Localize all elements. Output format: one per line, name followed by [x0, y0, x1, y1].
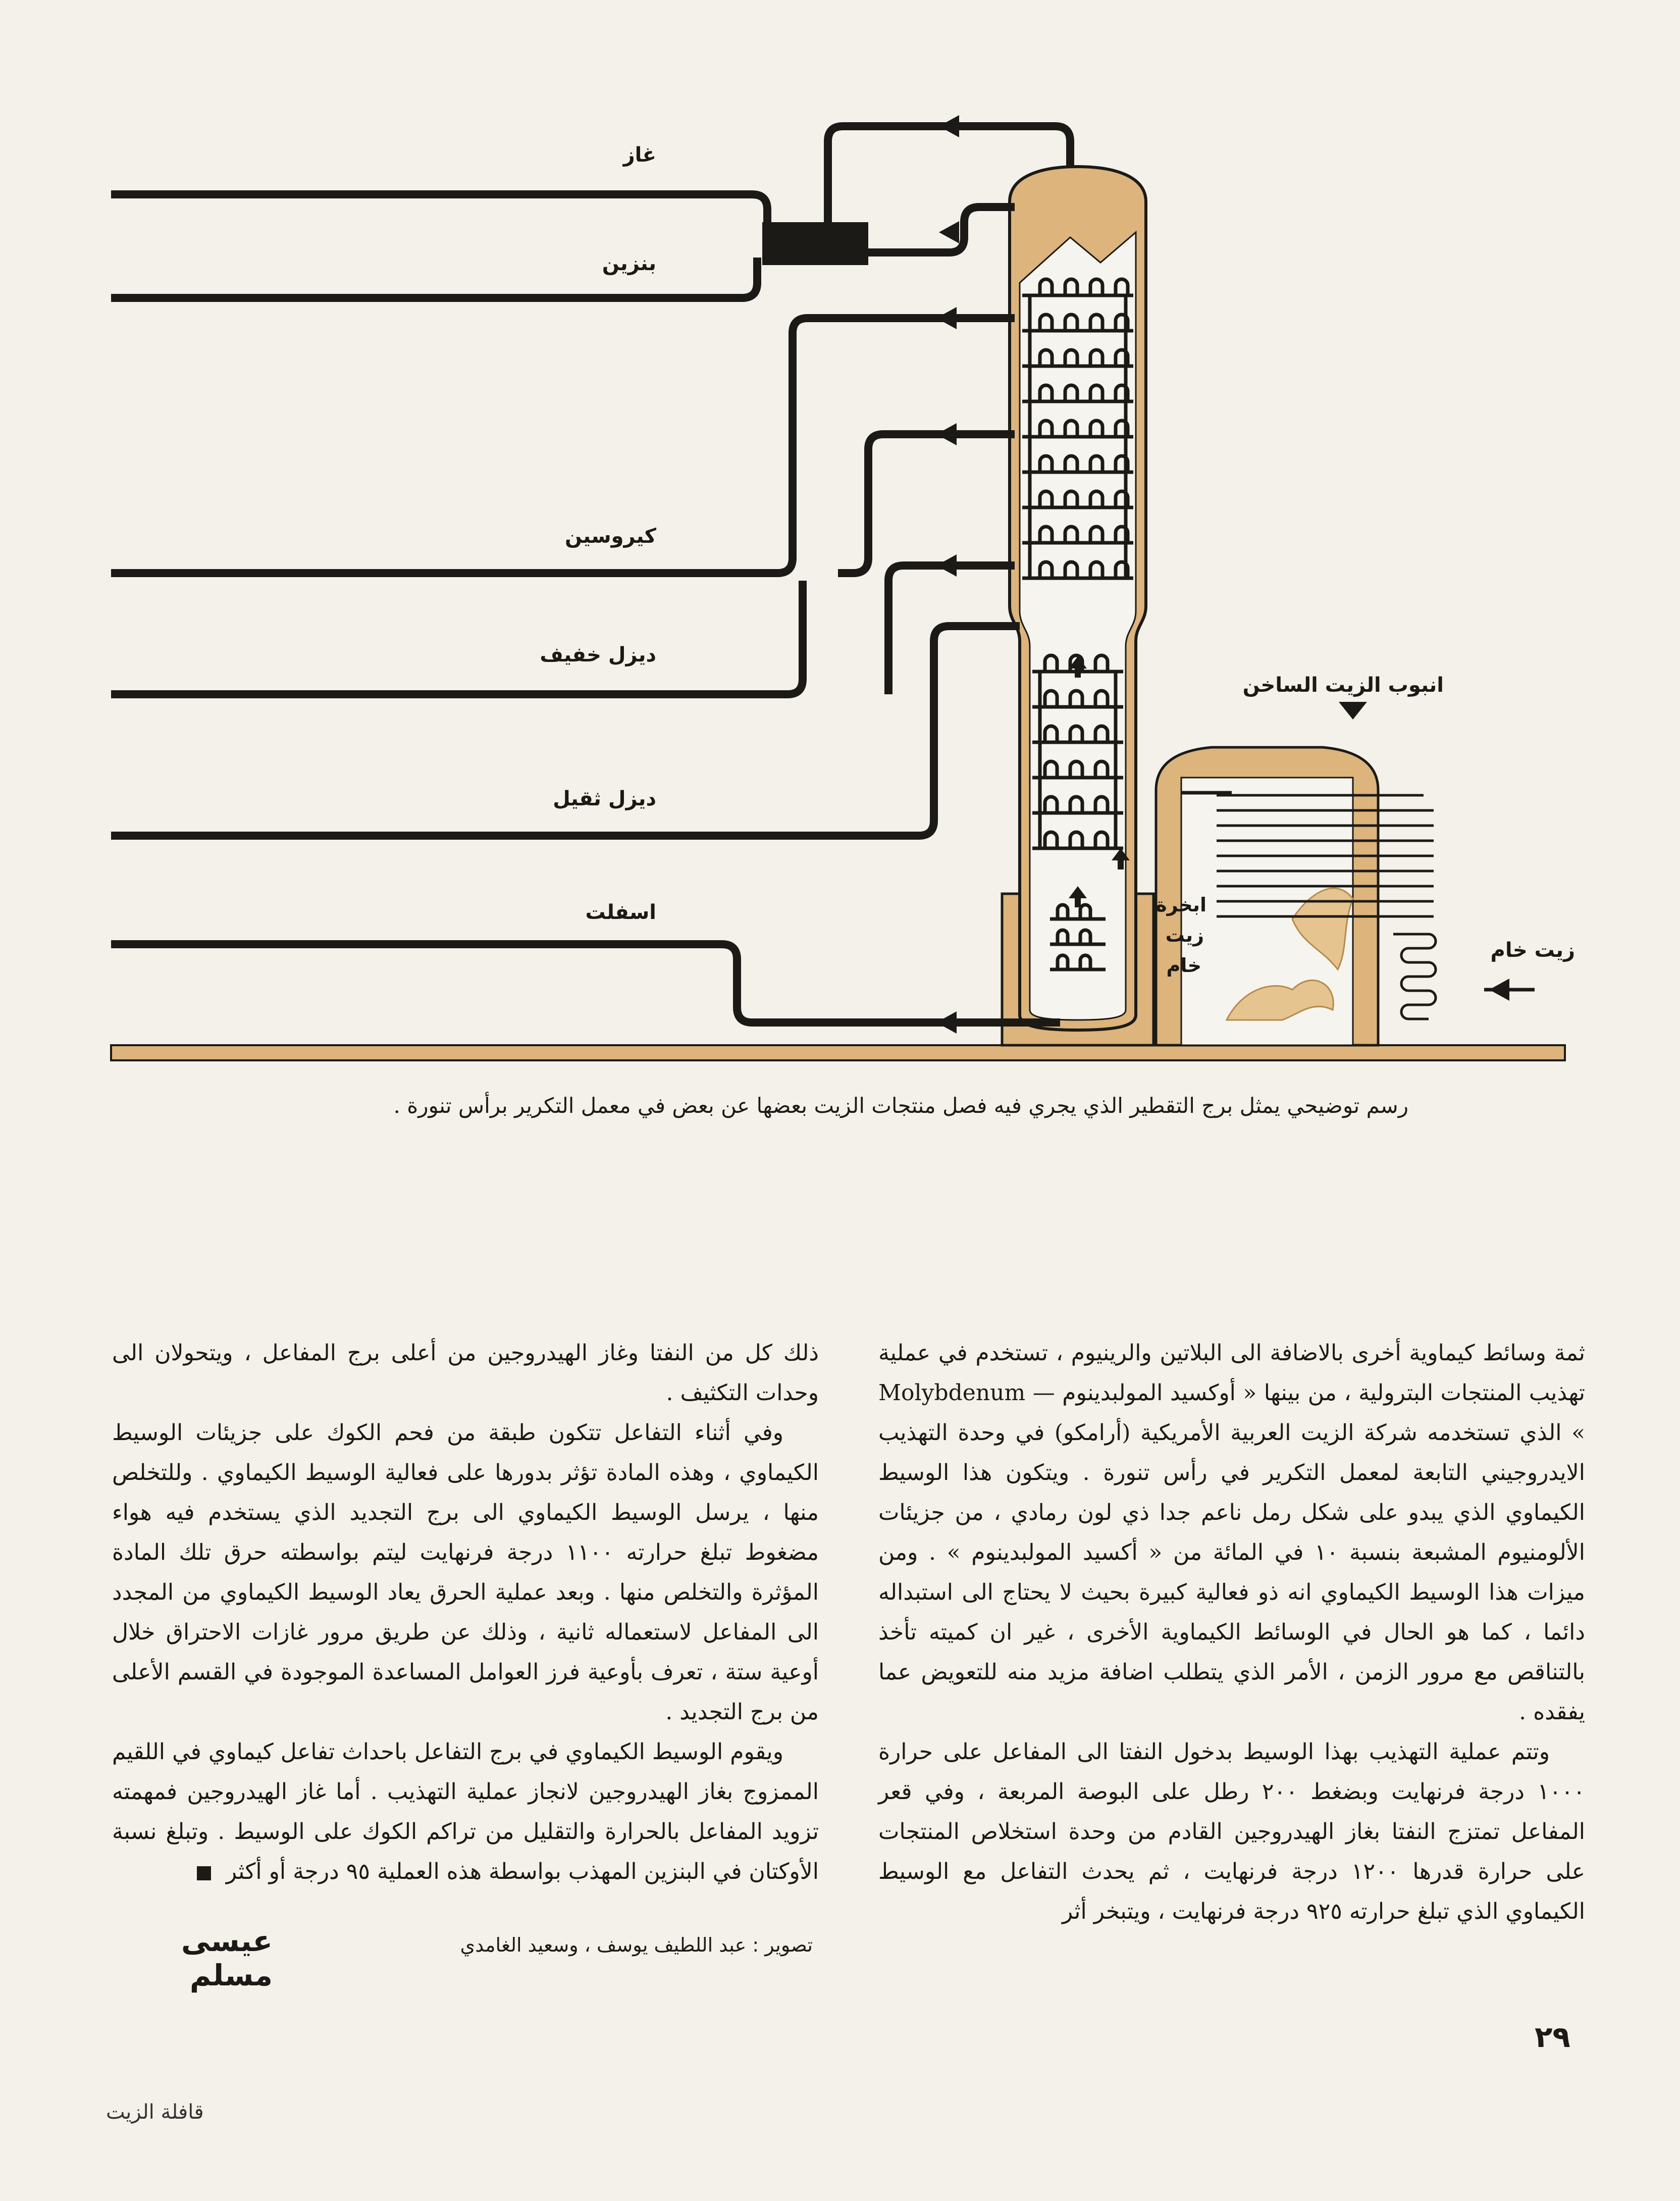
- separator-block: [762, 222, 868, 265]
- paragraph: [112, 1732, 819, 1891]
- text-column-right: [878, 1333, 1585, 1931]
- label-crude-vapor-3: خام: [1166, 954, 1201, 977]
- distillation-tower: [1010, 167, 1146, 1030]
- paragraph: ثمة وسائط كيماوية أخرى بالاضافة الى البلاتين والرينيوم ، تستخدم في عملية تهذيب المنتجات البترولية ، من بينها « أوكسيد المولبدينوم — Molybdenum » الذي تستخدمه شركة الزيت العربية الأمريكية (أرامكو) في وحدة التهذيب الايدروجيني التابعة لمعمل التكرير في رأس تنورة . ويتكون هذا الوسيط الكيماوي الذي يبدو على شكل رمل ناعم جدا ذي لون رمادي ، من جزيئات الألومنيوم المشبعة بنسبة ١٠ في المائة من « أكسيد المولبدينوم » . ومن ميزات هذا الوسيط الكيماوي انه ذو فعالية كبيرة بحيث لا يحتاج الى استبداله دائما ، كما هو الحال في الوسائط الكيماوية الأخرى ، غير ان كميته تأخذ بالتناقص مع مرور الزمن ، الأمر الذي يتطلب اضافة مزيد منه للتعويض عما يفقده .: [878, 1340, 1585, 1725]
- paragraph: وفي أثناء التفاعل تتكون طبقة من فحم الكوك على جزيئات الوسيط الكيماوي ، وهذه المادة تؤثر بدورها على فعالية الوسيط الكيماوي . وللتخلص منها ، يرسل الوسيط الكيماوي الى برج التجديد الذي يستخدم فيه هواء مضغوط تبلغ حرارته ١١٠٠ درجة فرنهايت ليتم بواسطته حرق تلك المادة المؤثرة والتخلص منها . وبعد عملية الحرق يعاد الوسيط الكيماوي من المجدد الى المفاعل لاستعماله ثانية ، وذلك عن طريق مرور غازات الاحتراق خلال أوعية ستة ، تعرف بأوعية فرز العوامل المساعدة الموجودة في القسم الأعلى من برج التجديد .: [112, 1420, 819, 1725]
- ground-strip: [111, 1045, 1565, 1060]
- paragraph: وتتم عملية التهذيب بهذا الوسيط بدخول النفتا الى المفاعل على حرارة ١٠٠٠ درجة فرنهايت وبضغط ٢٠٠ رطل على البوصة المربعة ، وفي قعر المفاعل تمتزج النفتا بغاز الهيدروجين القادم من وحدة استخلاص المنتجات على حرارة قدرها ١٢٠٠ درجة فرنهايت ، ثم يحدث التفاعل مع الوسيط الكيماوي الذي تبلغ حرارته ٩٢٥ درجة فرنهايت ، ويتبخر أثر: [878, 1739, 1585, 1924]
- paragraph: ذلك كل من النفتا وغاز الهيدروجين من أعلى برج المفاعل ، ويتحولان الى وحدات التكثيف .: [112, 1340, 819, 1406]
- label-heavy-diesel: ديزل ثقيل: [553, 787, 656, 810]
- label-light-diesel: ديزل خفيف: [540, 643, 656, 667]
- text-column-left: [112, 1333, 819, 1891]
- magazine-footer: قافلة الزيت: [106, 2101, 204, 2124]
- author-name: عيسى مسلم: [181, 1924, 273, 1992]
- label-crude-oil: زيت خام: [1490, 939, 1575, 962]
- end-mark-icon: [197, 1866, 211, 1880]
- furnace: [1156, 702, 1535, 1045]
- label-asphalt: اسفلت: [585, 901, 656, 924]
- label-crude-vapor-2: زيت: [1165, 924, 1204, 946]
- label-gasoline: بنزين: [602, 252, 656, 275]
- paragraph-text: ويقوم الوسيط الكيماوي في برج التفاعل باحداث تفاعل كيماوي في اللقيم الممزوج بغاز الهيدروجين لانجاز عملية التهذيب . أما غاز الهيدروجين فمهمته تزويد المفاعل بالحرارة والتقليل من تراكم الكوك على الوسيط . وتبلغ نسبة الأوكتان في البنزين المهذب بواسطة هذه العملية ٩٥ درجة أو أكثر: [112, 1739, 819, 1884]
- page-number: ٢٩: [1535, 2020, 1570, 2054]
- label-hot-oil-pipe: انبوب الزيت الساخن: [1242, 674, 1444, 697]
- label-gas: غاز: [623, 143, 656, 167]
- label-crude-vapor-1: ابخرة: [1156, 894, 1206, 916]
- figure-caption: رسم توضيحي يمثل برج التقطير الذي يجري فيه فصل منتجات الزيت بعضها عن بعض في معمل التكرير برأس تنورة .: [393, 1093, 1408, 1118]
- label-kerosene: كيروسين: [565, 525, 656, 548]
- photo-credits: تصوير : عبد اللطيف يوسف ، وسعيد الغامدي: [460, 1934, 813, 1956]
